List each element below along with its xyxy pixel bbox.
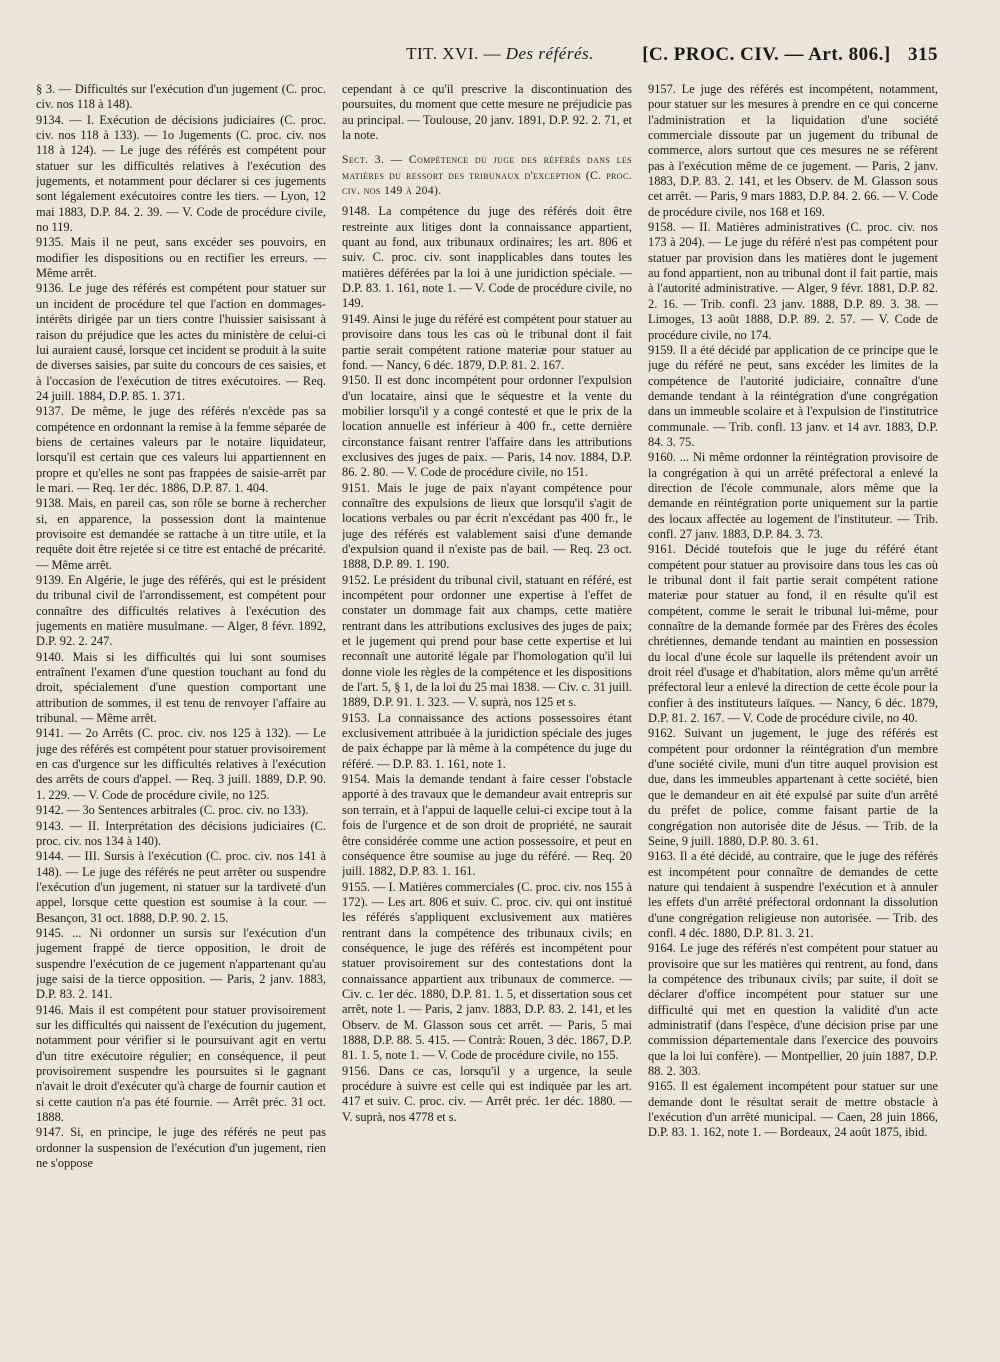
paragraph: 9135. Mais il ne peut, sans excéder ses pouvoirs, en modifier les dispositions ou en rectifier les erreurs. — Même arrêt. — [36, 235, 326, 281]
paragraph: 9143. — II. Interprétation des décisions judiciaires (C. proc. civ. nos 134 à 140). — [36, 818, 326, 848]
paragraph: 9137. De même, le juge des référés n'excède pas sa compétence en ordonnant la remise à la femme séparée de biens de certaines valeurs par le notaire liquidateur, lorsqu'il est certain que ces valeurs lui appartiennent en propre et qu'elles ne sont pas frappées de saisie-arrêt par le mari. — Req. 1er déc. 1886, D.P. 87. 1. 404. — [36, 404, 326, 495]
paragraph: cependant à ce qu'il prescrive la discontinuation des poursuites, du moment que cette mesure ne préjudicie pas au principal. — Toulouse, 20 janv. 1891, D.P. 92. 2. 71, et la note. — [342, 82, 632, 143]
column-left — [36, 82, 326, 1344]
paragraph: 9161. Décidé toutefois que le juge du référé étant compétent pour statuer au provisoire dans tous les cas où le tribunal dont il fait partie serait compétent ratione materiæ pour statuer au fond, il en résulte qu'il est compétent, comme le serait le tribunal lui-même, pour connaître de la demande formée par des Frères des écoles chrétiennes, demande tendant au maintien en possession du local d'une école sur laquelle ils prétendent avoir un droit réel d'usage et d'habitation, alors même qu'un arrêté préfectoral leur a enlevé la direction de cette école pour la confier à des instituteurs laïques. — Nancy, 6 déc. 1879, D.P. 81. 2. 167. — V. Code de procédure civile, no 40. — [648, 542, 938, 726]
paragraph: 9159. Il a été décidé par application de ce principe que le juge du référé ne peut, sans excéder les limites de la compétence de l'autorité judiciaire, connaître d'une demande tendant à la réintégration d'une congrégation dans un immeuble scolaire et à l'expulsion de l'institutrice communale. — Trib. confl. 13 janv. et 14 avr. 1883, D.P. 84. 3. 75. — [648, 342, 938, 449]
paragraph: 9149. Ainsi le juge du référé est compétent pour statuer au provisoire dans tous les cas où le tribunal dont il fait partie serait compétent ratione materiæ pour statuer au fond. — Nancy, 6 déc. 1879, D.P. 81. 2. 167. — [342, 311, 632, 372]
paragraph: 9147. Si, en principe, le juge des référés ne peut pas ordonner la suspension de l'exécution d'un jugement, rien ne s'oppose — [36, 1125, 326, 1171]
paragraph: 9163. Il a été décidé, au contraire, que le juge des référés est incompétent pour connaître de demandes de cette nature qui tendaient à suspendre l'exécution et à annuler les effets d'un arrêté préfectoral ordonnant la dissolution d'une congrégation religieuse non autorisée. — Trib. des confl. 4 déc. 1880, D.P. 81. 3. 21. — [648, 849, 938, 940]
column-middle — [342, 82, 632, 1344]
paragraph: 9134. — I. Exécution de décisions judiciaires (C. proc. civ. nos 118 à 133). — 1o Jugements (C. proc. civ. nos 118 à 124). — Le juge des référés est compétent pour statuer sur les difficultés relatives à l'exécution des jugements, et notamment pour déclarer si ces jugements sont légalement exécutoires contre les tiers. — Lyon, 12 mai 1883, D.P. 84. 2. 39. — V. Code de procédure civile, no 119. — [36, 112, 326, 235]
paragraph: 9165. Il est également incompétent pour statuer sur une demande dont le résultat serait de mettre obstacle à l'exécution d'un arrêté municipal. — Caen, 28 juin 1866, D.P. 83. 1. 162, note 1. — Bordeaux, 24 août 1875, ibid. — [648, 1079, 938, 1140]
paragraph: 9139. En Algérie, le juge des référés, qui est le président du tribunal civil de l'arrondissement, est compétent pour connaître des difficultés relatives à l'exécution des jugements en matière musulmane. — Alger, 8 févr. 1892, D.P. 92. 2. 247. — [36, 573, 326, 649]
paragraph: 9138. Mais, en pareil cas, son rôle se borne à rechercher si, en apparence, la possession dont la maintenue provisoire est demandée se rattache à un titre utile, et la requête doit être rejetée si ce titre est entaché de précarité. — Même arrêt. — [36, 496, 326, 572]
article-ref: [C. PROC. CIV. — Art. 806.] — [642, 44, 891, 65]
title-italic: Des référés. — [505, 44, 594, 63]
paragraph: 9158. — II. Matières administratives (C. proc. civ. nos 173 à 204). — Le juge du référé n'est pas compétent pour statuer par provision dans les matières dont le jugement au fond appartient, non au tribunal dont il fait partie, mais à l'autorité administrative. — Alger, 9 févr. 1881, D.P. 82. 2. 16. — Trib. confl. 23 janv. 1888, D.P. 89. 3. 38. — Limoges, 13 août 1888, D.P. 89. 2. 57. — V. Code de procédure civile, no 174. — [648, 220, 938, 342]
column-right — [648, 82, 938, 1344]
paragraph: 9144. — III. Sursis à l'exécution (C. proc. civ. nos 141 à 148). — Le juge des référés ne peut arrêter ou suspendre l'exécution d'un jugement, ni statuer sur la tardiveté d'un appel, lorsque cette question est soumise à la cour. — Besançon, 31 oct. 1888, D.P. 90. 2. 15. — [36, 849, 326, 925]
paragraph: 9146. Mais il est compétent pour statuer provisoirement sur les difficultés qui naissent de l'exécution du jugement, notamment pour vérifier si le poursuivant agit en vertu d'un titre exécutoire régulier; en conséquence, il peut provisoirement suspendre les poursuites si le gagnant n'avait le droit d'exécuter qu'à charge de fournir caution et si cette caution n'a pas été fournie. — Arrêt préc. 31 oct. 1888. — [36, 1002, 326, 1125]
paragraph: 9160. ... Ni même ordonner la réintégration provisoire de la congrégation à qui un arrêté préfectoral a enlevé la direction de l'école communale, alors même que la demande en réintégration porte uniquement sur la partie des locaux affectée au logement de l'instituteur. — Trib. confl. 27 janv. 1883, D.P. 84. 3. 73. — [648, 450, 938, 541]
section-heading: Sect. 3. — Compétence du juge des référés dans les matières du ressort des tribunaux d'exception (C. proc. civ. nos 149 à 204). — [342, 153, 632, 198]
paragraph: § 3. — Difficultés sur l'exécution d'un jugement (C. proc. civ. nos 118 à 148). — [36, 82, 326, 112]
paragraph: 9162. Suivant un jugement, le juge des référés est compétent pour ordonner la réintégration d'un membre d'une société civile, muni d'un titre auquel provision est due, dans les immeubles appartenant à cette société, bien que le demandeur en ait été expulsé par suite d'un arrêté du préfet de police, comme faisant partie de la congrégation non autorisée dite de Jésus. — Trib. de la Seine, 9 juill. 1880, D.P. 80. 3. 61. — [648, 726, 938, 848]
paragraph: 9142. — 3o Sentences arbitrales (C. proc. civ. no 133). — [36, 803, 309, 818]
paragraph: 9141. — 2o Arrêts (C. proc. civ. nos 125 à 132). — Le juge des référés est compétent pour statuer provisoirement en cas d'urgence sur les difficultés relatives à l'exécution des arrêts de cours d'appel. — Req. 3 juill. 1889, D.P. 90. 1. 229. — V. Code de procédure civile, no 125. — [36, 726, 326, 802]
paragraph: 9151. Mais le juge de paix n'ayant compétence pour connaître des expulsions de lieux que lorsqu'il s'agit de locations verbales ou par écrit n'excédant pas 400 fr., le juge des référés est valablement saisi d'une demande d'expulsion quand il n'existe pas de bail. — Req. 23 oct. 1888, D.P. 89. 1. 190. — [342, 480, 632, 572]
paragraph: 9150. Il est donc incompétent pour ordonner l'expulsion d'un locataire, ainsi que le séquestre et la vente du mobilier lorsqu'il y a congé contesté et que le prix de la location annuelle est inférieur à 400 fr., cette dernière circonstance faisant rentrer l'affaire dans les attributions exclusives des juges de paix. — Paris, 14 nov. 1884, D.P. 86. 2. 80. — V. Code de procédure civile, no 151. — [342, 373, 632, 480]
page-header — [0, 44, 1000, 74]
paragraph: 9156. Dans ce cas, lorsqu'il y a urgence, la seule procédure à suivre est celle qui est indiquée par les art. 417 et suiv. C. proc. civ. — Arrêt préc. 1er déc. 1880. — V. suprà, nos 4778 et s. — [342, 1063, 632, 1124]
code-reference — [642, 44, 938, 66]
paragraph: 9148. La compétence du juge des référés doit être restreinte aux litiges dont la connaissance appartient, quant au fond, aux tribunaux ordinaires; les art. 806 et suiv. C. proc. civ. sont inapplicables dans toutes les matières déférées par la loi à une juridiction spéciale. — D.P. 83. 1. 161, note 1. — V. Code de procédure civile, no 149. — [342, 204, 632, 311]
paragraph: 9136. Le juge des référés est compétent pour statuer sur un incident de procédure tel que l'action en dommages-intérêts dirigée par un tiers contre l'huissier saisissant à raison du préjudice que les actes du ministère de celui-ci lui auraient causé, lorsque cet incident se produit à la suite de diverses saisies, par suite du concours de ces saisies, et à l'occasion de l'exécution de titres exécutoires. — Req. 24 juill. 1884, D.P. 85. 1. 371. — [36, 281, 326, 403]
paragraph: 9145. ... Ni ordonner un sursis sur l'exécution d'un jugement frappé de tierce opposition, le droit de suspendre l'exécution de ce jugement n'appartenant qu'au juge saisi de la tierce opposition. — Paris, 2 janv. 1883, D.P. 83. 2. 141. — [36, 925, 326, 1002]
paragraph: 9164. Le juge des référés n'est compétent pour statuer au provisoire que sur les matières qui rentrent, au fond, dans la compétence des tribunaux civils; par suite, il doit se déclarer d'office incompétent pour statuer sur une difficulté qui met en question la validité d'un acte administratif (dans l'espèce, d'une décision prise par une commission départementale dans l'exercice des pouvoirs que la loi lui confère). — Montpellier, 20 juin 1887, D.P. 88. 2. 303. — [648, 941, 938, 1078]
page-number: 315 — [908, 44, 938, 65]
paragraph: 9153. La connaissance des actions possessoires étant exclusivement attribuée à la juridiction spéciale des juges de paix échappe par là même à la compétence du juge du référé. — D.P. 83. 1. 161, note 1. — [342, 710, 632, 771]
title-prefix: TIT. XVI. — — [406, 44, 501, 63]
paragraph: 9154. Mais la demande tendant à faire cesser l'obstacle apporté à des travaux que le demandeur avait entrepris sur son terrain, et à l'appui de laquelle celui-ci excipe tout à la fois de l'urgence et de son droit de propriété, ne saurait être considérée comme une action possessoire, et peut en conséquence être soumise au juge du référé. — Req. 20 juill. 1882, D.P. 83. 1. 161. — [342, 772, 632, 879]
paragraph: 9155. — I. Matières commerciales (C. proc. civ. nos 155 à 172). — Les art. 806 et suiv. C. proc. civ. qui ont institué les référés s'appliquent exclusivement aux matières rentrant dans la compétence des tribunaux civils; en conséquence, le juge des référés est incompétent pour statuer provisoirement sur des contestations dont la connaissance appartient aux tribunaux de commerce. — Civ. c. 1er déc. 1880, D.P. 81. 1. 5, et dissertation sous cet arrêt, note 1. — Paris, 2 janv. 1883, D.P. 83. 2. 141, et les Observ. de M. Glasson sous cet arrêt. — Paris, 5 mai 1888, D.P. 88. 5. 415. — Contrà: Rouen, 3 déc. 1867, D.P. 81. 1. 5, note 1. — V. Code de procédure civile, no 155. — [342, 879, 632, 1063]
paragraph: 9157. Le juge des référés est incompétent, notamment, pour statuer sur les mesures à prendre en ce qui concerne l'administration et la liquidation d'une société commerciale dissoute par un jugement du tribunal de commerce, alors surtout que ces mesures ne se réfèrent pas à l'exécution même de ce jugement. — Paris, 2 janv. 1883, D.P. 83. 2. 141, et les Observ. de M. Glasson sous cet arrêt. — Paris, 9 mars 1883, D.P. 84. 2. 66. — V. Code de procédure civile, nos 168 et 169. — [648, 82, 938, 219]
paragraph: 9140. Mais si les difficultés qui lui sont soumises entraînent l'examen d'une question touchant au fond du droit, spécialement d'une question comportant une attribution de sommes, il est tenu de renvoyer l'affaire au tribunal. — Même arrêt. — [36, 649, 326, 726]
paragraph: 9152. Le président du tribunal civil, statuant en référé, est incompétent pour ordonner une expertise à l'effet de constater un dommage fait aux champs, cette matière rentrant dans les attributions exclusives des juges de paix; et le jugement qui prend pour base cette expertise et lui reconnaît une autorité légale par l'homologation qu'il lui donne viole les règles de la compétence et les dispositions de l'art. 5, § 1, de la loi du 25 mai 1838. — Civ. c. 31 juill. 1889, D.P. 91. 1. 323. — V. suprà, nos 125 et s. — [342, 572, 632, 710]
